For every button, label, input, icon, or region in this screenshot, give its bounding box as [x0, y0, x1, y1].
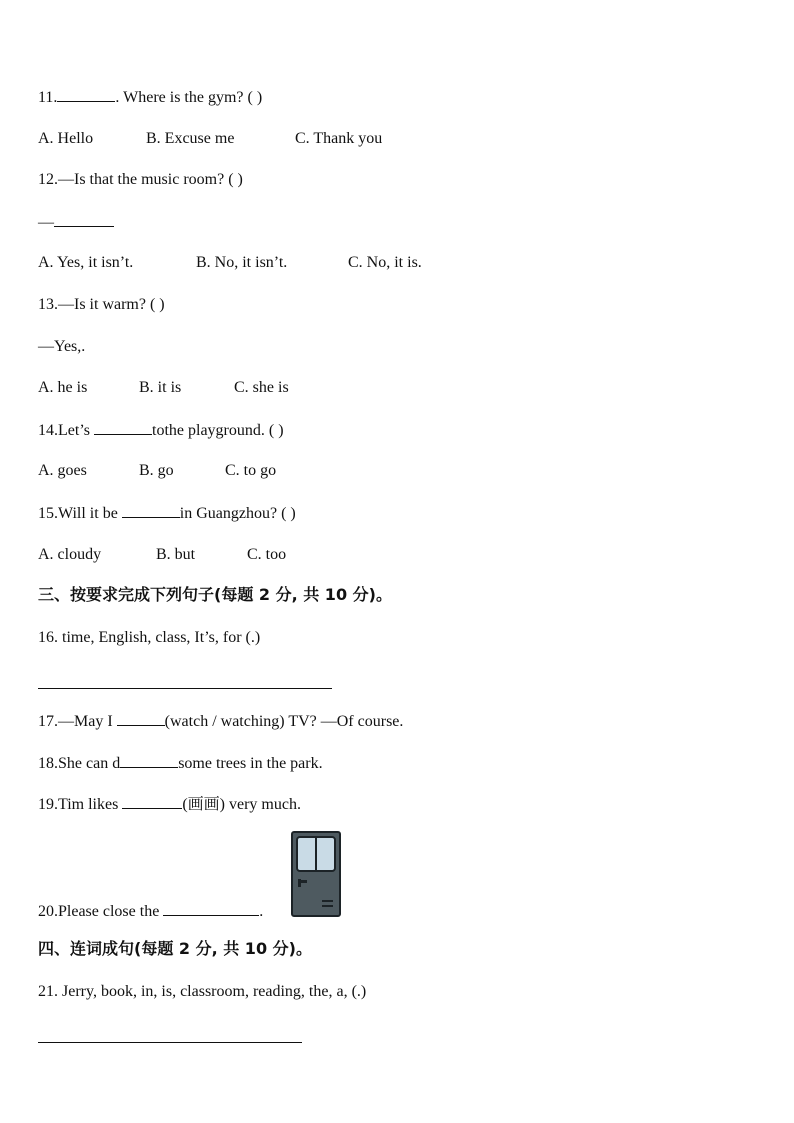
question-text-pre: 20.Please close the	[38, 903, 164, 920]
question-text-post: some trees in the park.	[178, 755, 323, 772]
question-text-post: (画画) very much.	[182, 796, 301, 813]
section-four-heading: 四、连词成句(每题 2 分, 共 10 分)。	[38, 939, 312, 958]
option-a[interactable]: A. Yes, it isn’t.	[38, 254, 134, 271]
question-text-pre: 17.—May I	[38, 713, 117, 730]
option-b[interactable]: B. it is	[139, 379, 182, 396]
q14-options	[38, 461, 276, 481]
option-b[interactable]: B. Excuse me	[146, 130, 235, 147]
question-number: 13.	[38, 296, 58, 313]
question-number: 14.	[38, 422, 58, 439]
question-18	[38, 753, 323, 774]
option-b[interactable]: B. go	[139, 462, 174, 479]
option-c[interactable]: C. she is	[234, 379, 289, 396]
question-text-post: tothe playground. ( )	[152, 422, 284, 439]
option-b[interactable]: B. but	[156, 546, 196, 563]
question-15	[38, 503, 296, 524]
answer-blank[interactable]	[120, 753, 178, 768]
option-a[interactable]: A. goes	[38, 462, 87, 479]
question-19	[38, 794, 301, 815]
answer-blank[interactable]	[122, 503, 180, 518]
question-text: —Is that the music room? ( )	[58, 171, 243, 188]
reply-dash: —	[38, 214, 54, 231]
question-text-post: (watch / watching) TV? —Of course.	[164, 713, 404, 730]
question-16: 16. time, English, class, It’s, for (.)	[38, 629, 261, 646]
answer-blank[interactable]	[57, 87, 115, 102]
answer-blank[interactable]	[122, 794, 182, 809]
answer-blank[interactable]	[54, 212, 114, 227]
question-number: 15.	[38, 505, 58, 522]
question-21: 21. Jerry, book, in, is, classroom, reading, the, a, (.)	[38, 983, 367, 1000]
question-text-pre: Will it be	[58, 505, 122, 522]
question-text-post: in Guangzhou? ( )	[179, 505, 296, 522]
question-text-pre: 18.She can d	[38, 755, 121, 772]
question-text-post: .	[259, 903, 264, 920]
question-20	[38, 901, 263, 922]
option-a[interactable]: A. cloudy	[38, 546, 102, 563]
q15-options	[38, 545, 286, 565]
question-text: —Is it warm? ( )	[58, 296, 165, 313]
option-a[interactable]: A. Hello	[38, 130, 94, 147]
answer-blank[interactable]	[163, 901, 259, 916]
answer-line[interactable]	[38, 688, 332, 689]
q13-reply	[38, 337, 85, 357]
option-c[interactable]: C. No, it is.	[348, 254, 422, 271]
question-number: 12.	[38, 171, 58, 188]
q13-options	[38, 378, 289, 398]
option-c[interactable]: C. too	[247, 546, 287, 563]
question-text: . Where is the gym? ( )	[115, 89, 263, 106]
answer-blank[interactable]	[94, 420, 152, 435]
question-12	[38, 170, 243, 190]
question-number: 11.	[38, 89, 58, 106]
question-text-pre: 19.Tim likes	[38, 796, 123, 813]
q11-options	[38, 129, 382, 149]
question-text-pre: Let’s	[58, 422, 94, 439]
section-three-heading: 三、按要求完成下列句子(每题 2 分, 共 10 分)。	[38, 585, 392, 604]
question-17	[38, 711, 403, 732]
option-c[interactable]: C. Thank you	[295, 130, 383, 147]
option-b[interactable]: B. No, it isn’t.	[196, 254, 288, 271]
answer-blank[interactable]	[117, 711, 165, 726]
q12-options	[38, 253, 422, 273]
question-11	[38, 87, 262, 108]
q12-reply	[38, 212, 114, 233]
door-icon	[291, 831, 341, 922]
question-14	[38, 420, 284, 441]
reply-text: —Yes,.	[38, 338, 86, 355]
option-a[interactable]: A. he is	[38, 379, 88, 396]
question-13	[38, 295, 165, 315]
option-c[interactable]: C. to go	[225, 462, 277, 479]
answer-line[interactable]	[38, 1042, 302, 1043]
